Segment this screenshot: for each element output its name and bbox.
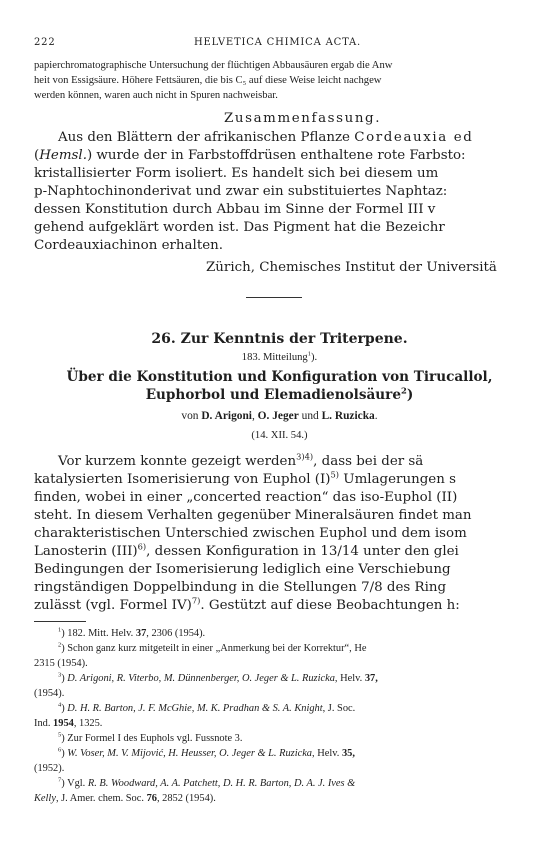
summary-line: [58, 130, 473, 145]
body-text: Lanosterin (III): [34, 544, 138, 559]
footnote-text: 182. Mitt. Helv.: [67, 628, 136, 639]
communication-end: ).: [311, 352, 318, 363]
footnote-ref: 5): [330, 469, 340, 480]
footnote-authors: D. Arigoni, R. Viterbo, M. Dünnenberger, O. Jeger & L. Ruzicka: [67, 673, 335, 684]
footnote-mark: 5: [58, 731, 62, 739]
footnote-text: , 1325.: [73, 718, 103, 729]
authors-text: und: [298, 410, 322, 422]
section-divider: [246, 297, 302, 298]
footnote-2: $^2$) Schon ganz kurz mitgeteilt in einer „Anmerkung bei der Korrektur“, He: [58, 641, 367, 654]
body-line: charakteristischen Unterschied zwischen Euphol und dem isom: [34, 526, 467, 541]
footnote-3: $^3$) D. Arigoni, R. Viterbo, M. Dünnenberger, O. Jeger & L. Ruzicka, Helv. 37,: [58, 671, 378, 684]
footnote-7-cont: [34, 793, 216, 804]
subtitle-text: Euphorbol und Elemadienolsäure: [145, 387, 401, 403]
summary-text: (: [34, 148, 40, 163]
running-header: HELVETICA CHIMICA ACTA.: [194, 37, 362, 48]
authors-text: .: [374, 410, 378, 422]
summary-title: Zusammenfassung.: [224, 111, 382, 126]
body-text: katalysierten Isomerisierung von Euphol (I): [34, 472, 331, 487]
footnote-6-cont: (1952).: [34, 763, 65, 774]
footnote-ref: 7): [191, 595, 201, 606]
article-subtitle: Über die Konstitution und Konfiguration von Tirucallol,: [66, 369, 493, 385]
footnote-text: , J. Amer. chem. Soc.: [55, 793, 147, 804]
body-text: , dessen Konfiguration in 13/14 unter den glei: [146, 544, 459, 559]
summary-line: kristallisierter Form isoliert. Es handelt sich bei diesem um: [34, 166, 439, 181]
footnote-authors: R. B. Woodward, A. A. Patchett, D. H. R. Barton, D. A. J. Ives &: [87, 778, 356, 789]
footnote-mark: 7: [58, 776, 62, 784]
summary-text: Aus den Blättern der afrikanischen Pflanze: [58, 130, 355, 145]
body-line: Bedingungen der Isomerisierung lediglich eine Verschiebung: [34, 562, 451, 577]
footnote-5: $^5$) Zur Formel I des Euphols vgl. Fussnote 3.: [58, 731, 243, 744]
article-title: 26. Zur Kenntnis der Triterpene.: [151, 331, 408, 347]
footnote-text: , J. Soc.: [322, 703, 356, 714]
footnote-ref: 3)4): [296, 451, 314, 462]
volume: 35,: [341, 748, 355, 759]
body-text: Vor kurzem konnte gezeigt werden: [58, 454, 297, 469]
body-text: Umlagerungen s: [339, 472, 456, 487]
summary-line: [34, 148, 466, 163]
body-line: ringständigen Doppelbindung in die Stellungen 7/8 des Ring: [34, 580, 447, 595]
intro-line: papierchromatographische Untersuchung der flüchtigen Abbausäuren ergab die Anw: [34, 60, 393, 71]
received-date: (14. XII. 54.): [251, 430, 308, 441]
summary-line: Cordeauxiachinon erhalten.: [34, 238, 224, 253]
body-line: [34, 541, 459, 559]
footnote-text: , 2852 (1954).: [156, 793, 216, 804]
footnote-7: $^7$) Vgl. R. B. Woodward, A. A. Patchett, D. H. R. Barton, D. A. J. Ives &: [58, 776, 356, 789]
volume: 76: [146, 793, 157, 804]
footnote-text: , Helv.: [334, 673, 365, 684]
page-number: 222: [34, 37, 56, 48]
footnote-mark: 3: [58, 671, 62, 679]
authors-line: [0, 410, 559, 422]
authors-text: ,: [251, 410, 258, 422]
body-line: [34, 595, 460, 613]
plant-author: Hemsl.: [39, 148, 87, 163]
footnote-ref: 1: [307, 350, 311, 358]
footnote-4: $^4$) D. H. R. Barton, J. F. McGhie, M. K. Pradhan & S. A. Knight, J. Soc.: [58, 701, 356, 714]
footnote-6: $^6$) W. Voser, M. V. Mijović, H. Heusser, O. Jeger & L. Ruzicka, Helv. 35,: [58, 746, 355, 759]
footnote-text: , 2306 (1954).: [146, 628, 206, 639]
body-text: . Gestützt auf diese Beobachtungen h:: [200, 598, 460, 613]
communication-line: [0, 352, 559, 363]
footnote-text: Zur Formel I des Euphols vgl. Fussnote 3.: [67, 733, 243, 744]
intro-line: werden können, waren auch nicht in Spuren nachweisbar.: [34, 90, 278, 101]
body-line: steht. In diesem Verhalten gegenüber Mineralsäuren findet man: [34, 508, 472, 523]
footnote-4-cont: [34, 718, 102, 729]
summary-text: ) wurde der in Farbstoffdrüsen enthaltene rote Farbsto:: [86, 148, 466, 163]
body-line: [34, 469, 456, 487]
footnote-mark: 2: [58, 641, 62, 649]
footnote-text: Vgl.: [67, 778, 88, 789]
footnote-mark: 1: [58, 626, 62, 634]
year: 1954: [53, 718, 74, 729]
intro-line: heit von Essigsäure. Höhere Fettsäuren, die bis C₅ auf diese Weise leicht nachgew: [34, 75, 382, 86]
footnote-divider: [34, 621, 86, 622]
body-line: [58, 451, 424, 469]
footnote-text: Ind.: [34, 718, 54, 729]
body-line: finden, wobei in einer „concerted reaction“ das iso-Euphol (II): [34, 490, 458, 505]
footnote-authors: W. Voser, M. V. Mijović, H. Heusser, O. Jeger & L. Ruzicka: [67, 748, 313, 759]
volume: 37,: [364, 673, 378, 684]
summary-line: dessen Konstitution durch Abbau im Sinne der Formel III v: [34, 202, 436, 217]
footnote-ref: 6): [137, 541, 147, 552]
footnote-authors: D. H. R. Barton, J. F. McGhie, M. K. Pradhan & S. A. Knight: [67, 703, 323, 714]
volume: 37: [135, 628, 147, 639]
footnote-2-cont: 2315 (1954).: [34, 658, 88, 669]
footnote-mark: 6: [58, 746, 62, 754]
body-text: zulässt (vgl. Formel IV): [34, 598, 192, 613]
plant-genus: Cordeauxia ed: [354, 130, 474, 145]
authors-text: von: [181, 410, 202, 422]
body-text: , dass bei der sä: [313, 454, 424, 469]
subtitle-end: ): [406, 387, 414, 403]
summary-line: gehend aufgeklärt worden ist. Das Pigment hat die Bezeichr: [34, 220, 445, 235]
footnote-authors: Kelly: [34, 793, 56, 804]
author-name: D. Arigoni: [201, 410, 252, 422]
footnote-mark: 4: [58, 701, 62, 709]
footnote-ref: 2: [400, 385, 407, 396]
footnote-3-cont: (1954).: [34, 688, 65, 699]
communication-text: 183. Mitteilung: [241, 352, 308, 363]
article-subtitle: [0, 387, 559, 403]
author-name: O. Jeger: [257, 410, 299, 422]
footnote-text: Schon ganz kurz mitgeteilt in einer „Anmerkung bei der Korrektur“, He: [67, 643, 367, 654]
summary-line: p-Naphtochinonderivat und zwar ein substituiertes Naphtaz:: [34, 184, 448, 199]
footnote-1: $^1$) 182. Mitt. Helv. 37, 2306 (1954).: [58, 626, 206, 639]
author-name: L. Ruzicka: [321, 410, 375, 422]
institute-signature: Zürich, Chemisches Institut der Universitä: [206, 260, 497, 275]
footnote-text: , Helv.: [312, 748, 342, 759]
